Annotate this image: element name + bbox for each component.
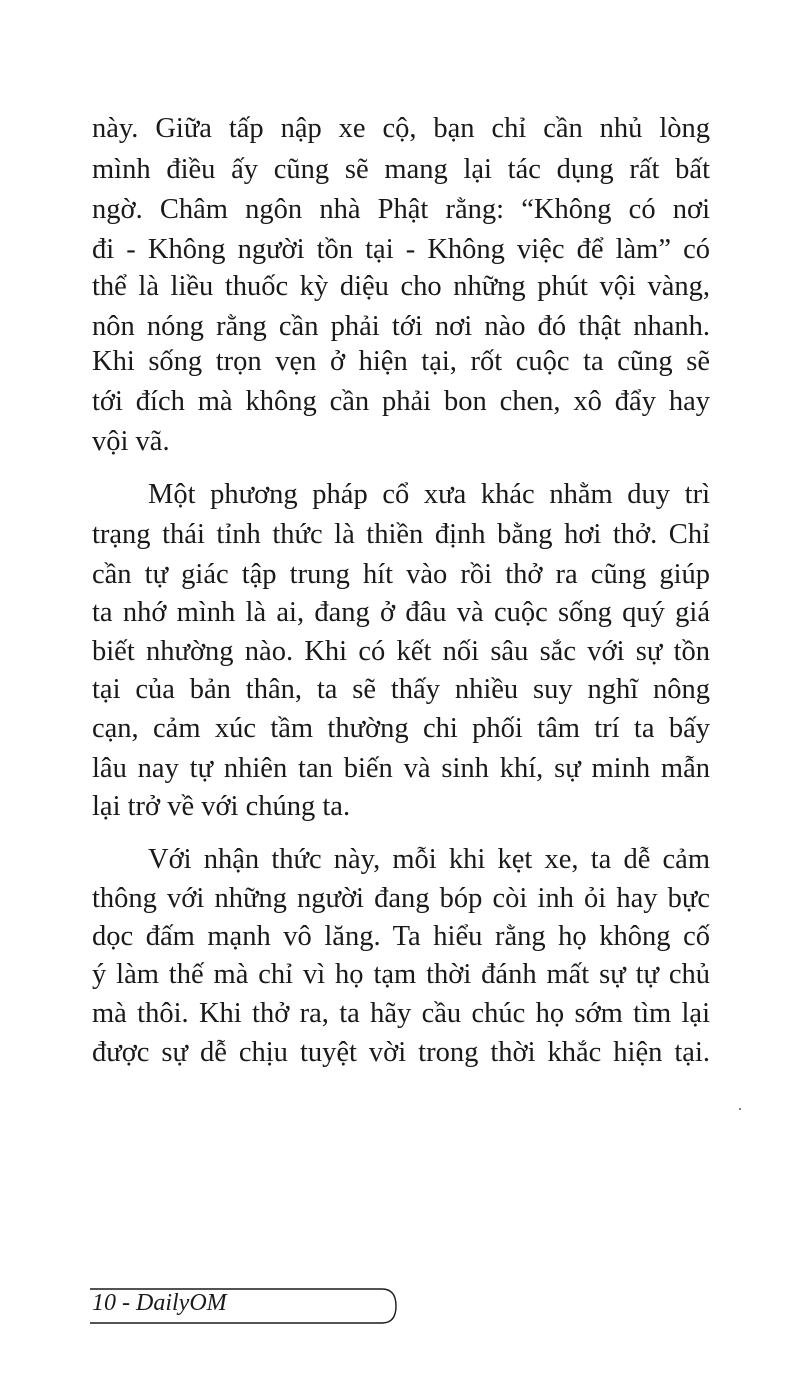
paragraph-1-line-3: ngờ. Châm ngôn nhà Phật rằng: “Không có nơi	[92, 194, 710, 225]
paragraph-3-line-1: Với nhận thức này, mỗi khi kẹt xe, ta dễ cảm	[148, 844, 710, 875]
paragraph-2-line-7: cạn, cảm xúc tầm thường chi phối tâm trí ta bấy	[92, 713, 710, 744]
paragraph-2-line-3: cần tự giác tập trung hít vào rồi thở ra cũng giúp	[92, 559, 710, 590]
paragraph-1-line-7: Khi sống trọn vẹn ở hiện tại, rốt cuộc ta cũng sẽ	[92, 346, 710, 377]
paragraph-2-line-1: Một phương pháp cổ xưa khác nhằm duy trì	[148, 479, 710, 510]
paragraph-1-line-4: đi - Không người tồn tại - Không việc để làm” có	[92, 234, 710, 265]
paragraph-1-line-6: nôn nóng rằng cần phải tới nơi nào đó thật nhanh.	[92, 311, 710, 342]
paragraph-1-line-5: thể là liều thuốc kỳ diệu cho những phút vội vàng,	[92, 271, 710, 302]
paragraph-3-line-3: dọc đấm mạnh vô lăng. Ta hiểu rằng họ không cố	[92, 921, 710, 952]
paragraph-1-line-2: mình điều ấy cũng sẽ mang lại tác dụng rất bất	[92, 154, 710, 185]
print-speck	[739, 1108, 741, 1110]
paragraph-2-line-8: lâu nay tự nhiên tan biến và sinh khí, sự minh mẫn	[92, 753, 710, 784]
paragraph-1-line-9: vội vã.	[92, 426, 170, 457]
paragraph-3-line-4: ý làm thế mà chỉ vì họ tạm thời đánh mất sự tự chủ	[92, 959, 710, 990]
paragraph-1-line-1: này. Giữa tấp nập xe cộ, bạn chỉ cần nhủ lòng	[92, 113, 710, 144]
paragraph-2-line-4: ta nhớ mình là ai, đang ở đâu và cuộc sống quý giá	[92, 597, 710, 628]
paragraph-1-line-8: tới đích mà không cần phải bon chen, xô đẩy hay	[92, 386, 710, 417]
paragraph-3-line-6: được sự dễ chịu tuyệt vời trong thời khắc hiện tại.	[92, 1037, 710, 1068]
running-footer-label: 10 - DailyOM	[92, 1290, 227, 1316]
paragraph-3-line-2: thông với những người đang bóp còi inh ỏi hay bực	[92, 883, 710, 914]
paragraph-2-line-6: tại của bản thân, ta sẽ thấy nhiều suy nghĩ nông	[92, 674, 710, 705]
page-footer	[90, 1287, 400, 1327]
paragraph-3-line-5: mà thôi. Khi thở ra, ta hãy cầu chúc họ sớm tìm lại	[92, 998, 710, 1029]
paragraph-2-line-5: biết nhường nào. Khi có kết nối sâu sắc với sự tồn	[92, 636, 710, 667]
paragraph-2-line-2: trạng thái tỉnh thức là thiền định bằng hơi thở. Chỉ	[92, 519, 710, 550]
paragraph-2-line-9: lại trở về với chúng ta.	[92, 791, 351, 822]
